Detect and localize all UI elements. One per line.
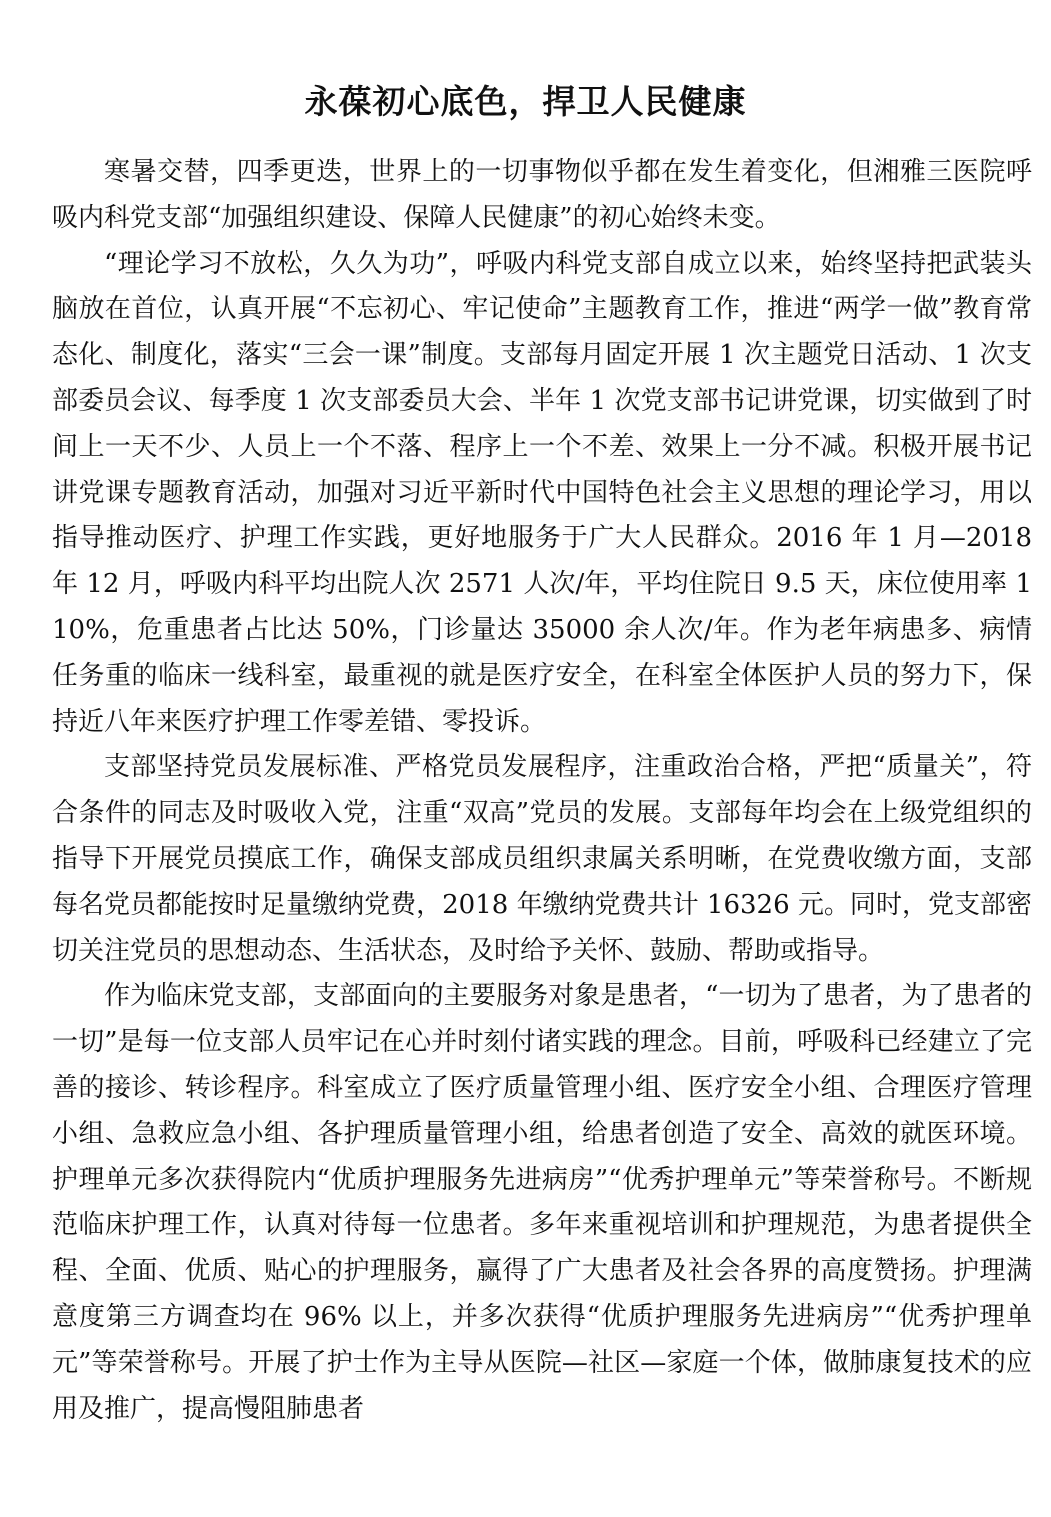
document-body [52, 150, 1032, 1432]
paragraph-3: 支部坚持党员发展标准、严格党员发展程序，注重政治合格，严把“质量关”，符合条件的同志及时吸收入党，注重“双高”党员的发展。支部每年均会在上级党组织的指导下开展党员摸底工作，确保支部成员组织隶属关系明晰，在党费收缴方面，支部每名党员都能按时足量缴纳党费，2018 年缴纳党费共计 16326 元。同时，党支部密切关注党员的思想动态、生活状态，及时给予关怀、鼓励、帮助或指导。 [52, 752, 1032, 966]
paragraph-2: “理论学习不放松，久久为功”，呼吸内科党支部自成立以来，始终坚持把武装头脑放在首位，认真开展“不忘初心、牢记使命”主题教育工作，推进“两学一做”教育常态化、制度化，落实“三会一课”制度。支部每月固定开展 1 次主题党日活动、1 次支部委员会议、每季度 1 次支部委员大会、半年 1 次党支部书记讲党课，切实做到了时间上一天不少、人员上一个不落、程序上一个不差、效果上一分不减。积极开展书记讲党课专题教育活动，加强对习近平新时代中国特色社会主义思想的理论学习，用以指导推动医疗、护理工作实践，更好地服务于广大人民群众。2016 年 1 月—2018 年 12 月，呼吸内科平均出院人次 2571 人次/年，平均住院日 9.5 天，床位使用率 110%，危重患者占比达 50%，门诊量达 35000 余人次/年。作为老年病患多、病情任务重的临床一线科室，最重视的就是医疗安全，在科室全体医护人员的努力下，保持近八年来医疗护理工作零差错、零投诉。 [52, 248, 1032, 737]
document-title: 永葆初心底色，捍卫人民健康 [304, 82, 747, 122]
paragraph-1: 寒暑交替，四季更迭，世界上的一切事物似乎都在发生着变化，但湘雅三医院呼吸内科党支部“加强组织建设、保障人民健康”的初心始终未变。 [52, 157, 1032, 233]
paragraph-4: 作为临床党支部，支部面向的主要服务对象是患者，“一切为了患者，为了患者的一切”是每一位支部人员牢记在心并时刻付诸实践的理念。目前，呼吸科已经建立了完善的接诊、转诊程序。科室成立了医疗质量管理小组、医疗安全小组、合理医疗管理小组、急救应急小组、各护理质量管理小组，给患者创造了安全、高效的就医环境。护理单元多次获得院内“优质护理服务先进病房”“优秀护理单元”等荣誉称号。不断规范临床护理工作，认真对待每一位患者。多年来重视培训和护理规范，为患者提供全程、全面、优质、贴心的护理服务，赢得了广大患者及社会各界的高度赞扬。护理满意度第三方调查均在 96% 以上，并多次获得“优质护理服务先进病房”“优秀护理单元”等荣誉称号。开展了护士作为主导从医院—社区—家庭一个体，做肺康复技术的应用及推广，提高慢阻肺患者 [52, 981, 1032, 1424]
